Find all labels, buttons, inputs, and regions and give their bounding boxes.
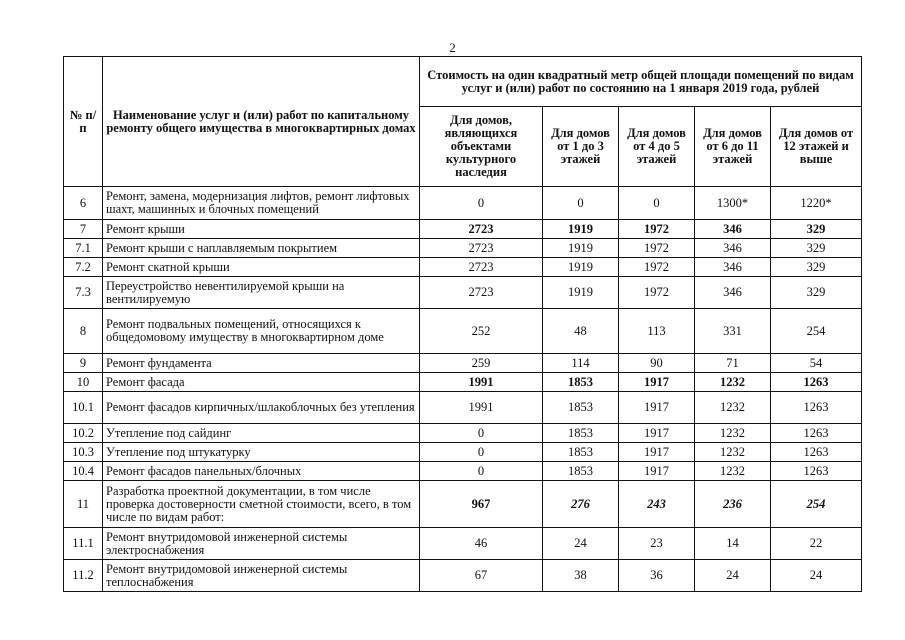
row-value: 2723 — [420, 239, 543, 258]
row-name: Ремонт крыши — [103, 220, 420, 239]
row-value: 0 — [543, 187, 619, 220]
row-name: Переустройство невентилируемой крыши на вентилируемую — [103, 277, 420, 309]
header-floors-1-3: Для домов от 1 до 3 этажей — [543, 107, 619, 187]
row-value: 1991 — [420, 392, 543, 424]
row-value: 346 — [695, 239, 771, 258]
table-row — [64, 187, 862, 220]
header-num: № п/п — [64, 57, 103, 187]
table-row — [64, 528, 862, 560]
header-cost-group: Стоимость на один квадратный метр общей площади помещений по видам услуг и (или) работ по состоянию на 1 января 2019 года, рублей — [420, 57, 862, 107]
row-value: 329 — [771, 239, 862, 258]
row-value: 54 — [771, 354, 862, 373]
row-value: 1853 — [543, 424, 619, 443]
row-number: 7.1 — [64, 239, 103, 258]
row-value: 67 — [420, 560, 543, 592]
row-value: 331 — [695, 309, 771, 354]
row-value: 329 — [771, 277, 862, 309]
row-number: 11 — [64, 481, 103, 528]
row-value: 1232 — [695, 373, 771, 392]
row-number: 7 — [64, 220, 103, 239]
row-value: 1919 — [543, 220, 619, 239]
row-value: 0 — [420, 424, 543, 443]
row-name: Ремонт, замена, модернизация лифтов, ремонт лифтовых шахт, машинных и блочных помещений — [103, 187, 420, 220]
table-row — [64, 481, 862, 528]
row-value: 1263 — [771, 443, 862, 462]
row-value: 1919 — [543, 277, 619, 309]
header-heritage: Для домов, являющихся объектами культурного наследия — [420, 107, 543, 187]
row-value: 46 — [420, 528, 543, 560]
row-name: Ремонт фасада — [103, 373, 420, 392]
row-value: 113 — [619, 309, 695, 354]
row-value: 1853 — [543, 392, 619, 424]
row-value: 0 — [420, 443, 543, 462]
row-value: 346 — [695, 220, 771, 239]
row-value: 254 — [771, 481, 862, 528]
row-name: Утепление под сайдинг — [103, 424, 420, 443]
row-value: 24 — [771, 560, 862, 592]
row-value: 329 — [771, 258, 862, 277]
row-number: 10.4 — [64, 462, 103, 481]
row-name: Ремонт фасадов кирпичных/шлакоблочных без утепления — [103, 392, 420, 424]
row-value: 2723 — [420, 258, 543, 277]
row-value: 252 — [420, 309, 543, 354]
row-value: 1220* — [771, 187, 862, 220]
table-row — [64, 277, 862, 309]
row-value: 236 — [695, 481, 771, 528]
row-value: 22 — [771, 528, 862, 560]
row-value: 1853 — [543, 443, 619, 462]
row-name: Ремонт подвальных помещений, относящихся к общедомовому имуществу в многоквартирном доме — [103, 309, 420, 354]
row-name: Ремонт крыши с наплавляемым покрытием — [103, 239, 420, 258]
row-number: 11.2 — [64, 560, 103, 592]
row-value: 2723 — [420, 220, 543, 239]
row-number: 10.2 — [64, 424, 103, 443]
row-value: 1263 — [771, 462, 862, 481]
row-value: 2723 — [420, 277, 543, 309]
row-value: 14 — [695, 528, 771, 560]
row-value: 1919 — [543, 239, 619, 258]
row-value: 1263 — [771, 392, 862, 424]
row-name: Ремонт внутридомовой инженерной системы электроснабжения — [103, 528, 420, 560]
row-value: 71 — [695, 354, 771, 373]
row-value: 24 — [695, 560, 771, 592]
header-floors-12-plus: Для домов от 12 этажей и выше — [771, 107, 862, 187]
row-value: 1917 — [619, 373, 695, 392]
row-number: 10.1 — [64, 392, 103, 424]
row-number: 9 — [64, 354, 103, 373]
row-name: Ремонт внутридомовой инженерной системы теплоснабжения — [103, 560, 420, 592]
table-row — [64, 220, 862, 239]
table-row — [64, 462, 862, 481]
row-value: 1917 — [619, 392, 695, 424]
header-name: Наименование услуг и (или) работ по капитальному ремонту общего имущества в многоквартирных домах — [103, 57, 420, 187]
row-value: 0 — [420, 462, 543, 481]
cost-table — [63, 56, 862, 592]
row-value: 1853 — [543, 462, 619, 481]
table-row — [64, 560, 862, 592]
row-value: 967 — [420, 481, 543, 528]
row-value: 1232 — [695, 443, 771, 462]
row-value: 1300* — [695, 187, 771, 220]
row-value: 1972 — [619, 258, 695, 277]
row-value: 0 — [420, 187, 543, 220]
row-value: 1232 — [695, 424, 771, 443]
row-value: 346 — [695, 258, 771, 277]
row-value: 0 — [619, 187, 695, 220]
table-body — [64, 187, 862, 592]
row-value: 1972 — [619, 239, 695, 258]
row-value: 38 — [543, 560, 619, 592]
table-row — [64, 354, 862, 373]
row-value: 24 — [543, 528, 619, 560]
row-name: Утепление под штукатурку — [103, 443, 420, 462]
row-value: 1991 — [420, 373, 543, 392]
row-value: 1232 — [695, 462, 771, 481]
row-value: 1263 — [771, 373, 862, 392]
row-value: 90 — [619, 354, 695, 373]
row-value: 1917 — [619, 443, 695, 462]
table-row — [64, 239, 862, 258]
row-value: 48 — [543, 309, 619, 354]
row-number: 11.1 — [64, 528, 103, 560]
row-number: 10 — [64, 373, 103, 392]
table-row — [64, 443, 862, 462]
row-value: 243 — [619, 481, 695, 528]
table-row — [64, 258, 862, 277]
row-value: 259 — [420, 354, 543, 373]
table-header — [64, 57, 862, 187]
row-number: 7.2 — [64, 258, 103, 277]
row-value: 1972 — [619, 277, 695, 309]
row-value: 1232 — [695, 392, 771, 424]
row-value: 1917 — [619, 424, 695, 443]
row-value: 1919 — [543, 258, 619, 277]
header-floors-4-5: Для домов от 4 до 5 этажей — [619, 107, 695, 187]
row-number: 8 — [64, 309, 103, 354]
row-number: 7.3 — [64, 277, 103, 309]
row-value: 276 — [543, 481, 619, 528]
row-value: 1853 — [543, 373, 619, 392]
table-row — [64, 392, 862, 424]
header-floors-6-11: Для домов от 6 до 11 этажей — [695, 107, 771, 187]
row-number: 10.3 — [64, 443, 103, 462]
row-value: 36 — [619, 560, 695, 592]
row-name: Ремонт скатной крыши — [103, 258, 420, 277]
row-value: 1917 — [619, 462, 695, 481]
row-number: 6 — [64, 187, 103, 220]
row-value: 23 — [619, 528, 695, 560]
row-value: 329 — [771, 220, 862, 239]
row-value: 254 — [771, 309, 862, 354]
row-name: Ремонт фундамента — [103, 354, 420, 373]
row-name: Ремонт фасадов панельных/блочных — [103, 462, 420, 481]
row-value: 346 — [695, 277, 771, 309]
page-number: 2 — [449, 40, 456, 55]
table-row — [64, 373, 862, 392]
row-value: 1263 — [771, 424, 862, 443]
row-value: 1972 — [619, 220, 695, 239]
row-value: 114 — [543, 354, 619, 373]
table-row — [64, 309, 862, 354]
table-row — [64, 424, 862, 443]
row-name: Разработка проектной документации, в том числе проверка достоверности сметной стоимости, всего, в том числе по видам работ: — [103, 481, 420, 528]
